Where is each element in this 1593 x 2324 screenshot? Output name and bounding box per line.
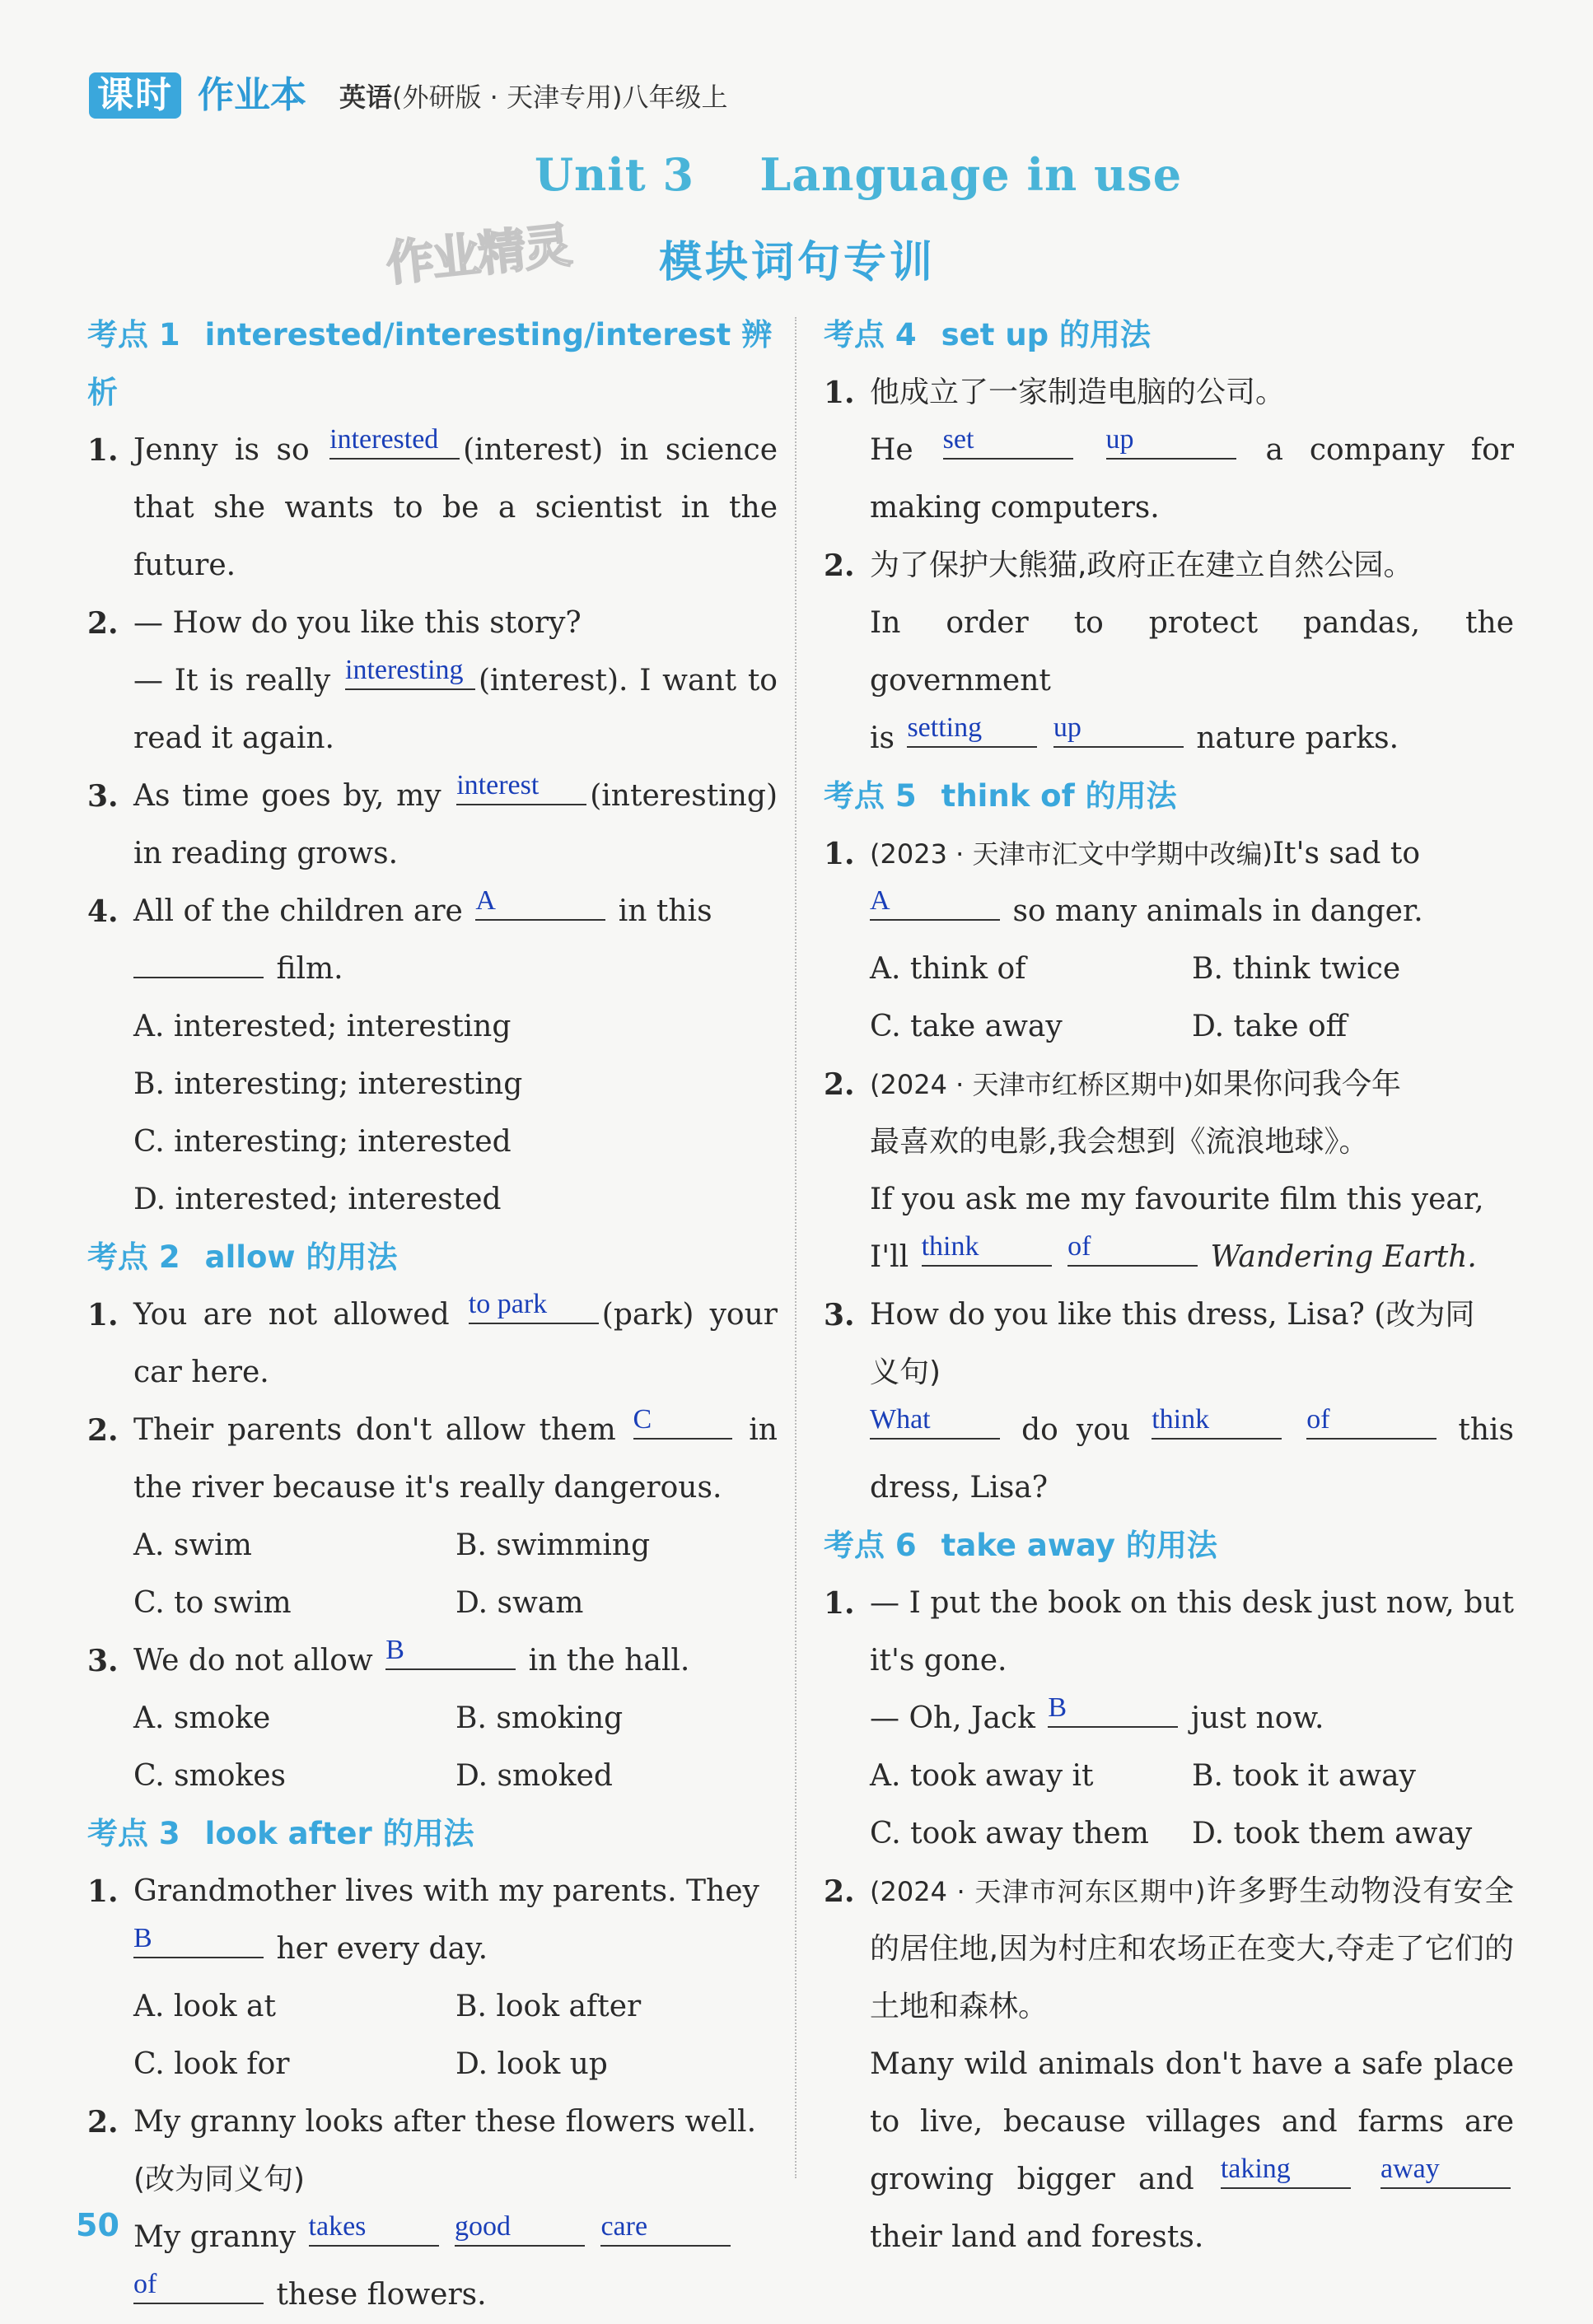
answer-blank[interactable] — [870, 1404, 1000, 1440]
answer-blank[interactable] — [329, 424, 460, 460]
answer-blank[interactable] — [1152, 1404, 1282, 1440]
options-row — [824, 940, 1514, 998]
question-text: film. — [276, 952, 343, 986]
answer: of — [1306, 1404, 1330, 1435]
question-text: My granny looks after these flowers well. — [133, 2105, 757, 2139]
question-number: 2. — [87, 606, 119, 641]
answer-blank[interactable] — [133, 947, 264, 978]
answer: takes — [308, 2211, 367, 2242]
kp3-heading — [87, 1805, 778, 1863]
answer-blank[interactable] — [475, 885, 605, 921]
answer-blank[interactable] — [1048, 1692, 1178, 1728]
question-text: bigger and — [1016, 2163, 1194, 2196]
question-text: In order to protect pandas, the government — [870, 606, 1514, 698]
kp5-q2 — [824, 1056, 1514, 1286]
option[interactable]: A. interested; interesting — [133, 1010, 512, 1043]
kp5-label: 考点 5 — [824, 778, 917, 814]
answer: setting — [907, 712, 983, 743]
answer-blank[interactable] — [468, 1289, 599, 1324]
question-number: 3. — [87, 779, 119, 814]
question-text: My granny — [133, 2220, 297, 2254]
kp5-q1 — [824, 825, 1514, 940]
answer: of — [1067, 1231, 1091, 1262]
question-text: a company for making computers. — [870, 433, 1514, 525]
question-text: — How do you like this story? — [133, 606, 582, 640]
question-text: Jenny is so — [133, 433, 310, 467]
question-number: 3. — [87, 1644, 119, 1678]
question-source: (2023 · 天津市汇文中学期中改编) — [870, 838, 1273, 870]
kp2-label: 考点 2 — [87, 1239, 180, 1275]
question-text: Many wild animals don't have a safe place to live, because villages and farms are growing — [870, 2047, 1514, 2196]
question-number: 2. — [824, 548, 855, 583]
answer-blank[interactable] — [1053, 712, 1184, 748]
answer-blank[interactable] — [133, 2269, 264, 2304]
answer: set — [942, 424, 974, 455]
option[interactable]: A. took away it — [870, 1759, 1094, 1793]
brand-logo-box: 课时 — [89, 72, 181, 119]
kp3-q1 — [87, 1863, 778, 1978]
left-column — [87, 306, 778, 2324]
edition: (外研版 · 天津专用)八年级上 — [392, 82, 728, 113]
answer: of — [133, 2269, 157, 2299]
question-text: We do not allow — [133, 1644, 373, 1678]
options-row — [87, 1575, 778, 1632]
brand-logo-text: 作业本 — [198, 74, 306, 116]
options-row — [87, 1517, 778, 1575]
question-text: If you ask me my favourite film this year, — [870, 1183, 1484, 1216]
page-number: 50 — [76, 2207, 119, 2243]
kp5-name: think of 的用法 — [941, 778, 1177, 814]
answer-blank[interactable] — [870, 885, 1000, 921]
question-chinese: 许多野生动物没有安全的居住地,因为村庄和农场正在变大,夺走了它们的土地和森林。 — [870, 1874, 1514, 2023]
question-text: (interest). I want to read it again. — [133, 664, 778, 755]
options-row — [87, 1978, 778, 2036]
question-text: Wandering Earth. — [1210, 1240, 1477, 1274]
options-row — [824, 1805, 1514, 1863]
option[interactable]: C. look for — [133, 2047, 290, 2081]
question-chinese: 为了保护大熊猫,政府正在建立自然公园。 — [870, 548, 1413, 582]
question-text: in this — [618, 894, 712, 928]
question-text: nature parks. — [1196, 721, 1399, 755]
option[interactable]: B. look after — [455, 1990, 642, 2023]
kp6-heading — [824, 1517, 1514, 1575]
question-number: 1. — [87, 433, 119, 468]
question-text: — Oh, Jack — [870, 1701, 1035, 1735]
question-number: 2. — [87, 2105, 119, 2140]
answer-blank[interactable] — [1105, 424, 1236, 460]
watermark-logo: 作业精灵 — [383, 217, 573, 292]
question-number: 2. — [87, 1413, 119, 1448]
question-text: (interesting) in reading grows. — [133, 779, 778, 870]
options-row — [824, 998, 1514, 1056]
answer: B — [1048, 1692, 1067, 1723]
question-text: (interest) in science that she wants to be a scientist in the future. — [133, 433, 778, 582]
kp2-q1 — [87, 1286, 778, 1402]
book-info — [339, 79, 728, 115]
question-number: 1. — [824, 376, 855, 410]
question-text: Their parents don't allow them — [133, 1413, 616, 1447]
answer: up — [1053, 712, 1081, 743]
answer: to park — [468, 1289, 548, 1319]
kp1-q1 — [87, 422, 778, 595]
kp1-label: 考点 1 — [87, 317, 180, 352]
kp2-q3 — [87, 1632, 778, 1690]
option[interactable]: A. swim — [133, 1528, 252, 1562]
kp3-q2 — [87, 2093, 778, 2324]
question-text: He — [870, 433, 913, 467]
option[interactable]: B. smoking — [455, 1701, 624, 1735]
question-number: 3. — [824, 1298, 855, 1332]
answer: interest — [456, 770, 540, 800]
right-column — [824, 306, 1514, 2266]
option[interactable]: D. interested; interested — [133, 1183, 502, 1216]
question-chinese: 最喜欢的电影,我会想到《流浪地球》。 — [870, 1125, 1369, 1159]
kp5-heading — [824, 768, 1514, 825]
options-row — [87, 2036, 778, 2093]
option[interactable]: D. took them away — [1192, 1817, 1473, 1850]
question-text: You are not allowed — [133, 1298, 450, 1332]
answer: What — [870, 1404, 931, 1435]
option[interactable]: B. swimming — [455, 1528, 651, 1562]
question-text: just now. — [1190, 1701, 1324, 1735]
answer: away — [1380, 2154, 1440, 2184]
answer: C — [633, 1404, 652, 1435]
answer-blank[interactable] — [633, 1404, 732, 1440]
option[interactable]: C. smokes — [133, 1759, 287, 1793]
option[interactable]: C. took away them — [870, 1817, 1149, 1850]
options-row — [87, 1748, 778, 1805]
kp4-heading — [824, 306, 1514, 364]
answer-blank[interactable] — [308, 2211, 439, 2247]
subject: 英语 — [339, 82, 393, 113]
answer-blank[interactable] — [907, 712, 1037, 748]
answer: care — [600, 2211, 648, 2242]
kp2-q2 — [87, 1402, 778, 1517]
question-text: do you — [1021, 1413, 1131, 1447]
kp3-name: look after 的用法 — [204, 1816, 474, 1851]
question-text: Grandmother lives with my parents. They — [133, 1874, 759, 1908]
question-text: — I put the book on this desk just now, but it's gone. — [870, 1586, 1514, 1678]
question-text: so many animals in danger. — [1012, 894, 1423, 928]
question-text: in the hall. — [528, 1644, 690, 1678]
question-number: 2. — [824, 1067, 855, 1102]
answer-blank[interactable] — [385, 1635, 516, 1670]
kp1-name: interested/interesting/interest 辨析 — [87, 317, 773, 410]
answer-blank[interactable] — [133, 1923, 264, 1958]
option[interactable]: A. look at — [133, 1990, 276, 2023]
kp4-name: set up 的用法 — [941, 317, 1152, 352]
kp6-name: take away 的用法 — [941, 1528, 1217, 1563]
option[interactable]: B. think twice — [1192, 952, 1401, 986]
kp4-q1 — [824, 364, 1514, 537]
kp1-q4 — [87, 883, 778, 998]
answer: B — [133, 1923, 152, 1953]
kp1-q3 — [87, 768, 778, 883]
option[interactable]: C. to swim — [133, 1586, 292, 1620]
answer: interesting — [345, 655, 464, 685]
option[interactable]: D. smoked — [455, 1759, 613, 1793]
question-text: How do you like this dress, Lisa? (改为同 — [870, 1298, 1475, 1332]
question-text: As time goes by, my — [133, 779, 441, 813]
options-row — [824, 1748, 1514, 1805]
answer: think — [921, 1231, 979, 1262]
kp4-q2 — [824, 537, 1514, 768]
question-number: 1. — [87, 1874, 119, 1909]
option[interactable]: A. think of — [870, 952, 1026, 986]
question-text: (park) your car here. — [133, 1298, 778, 1389]
answer-blank[interactable] — [942, 424, 1073, 460]
option[interactable]: D. take off — [1192, 1010, 1348, 1043]
kp6-q2 — [824, 1863, 1514, 2266]
question-text: these flowers. — [276, 2278, 487, 2312]
module-title: 模块词句专训 — [659, 238, 937, 287]
kp4-label: 考点 4 — [824, 317, 917, 352]
question-number: 1. — [87, 1298, 119, 1332]
answer-blank[interactable] — [1067, 1231, 1198, 1267]
answer-blank[interactable] — [456, 770, 586, 805]
question-instruction: 义句) — [870, 1356, 941, 1389]
column-divider — [795, 317, 796, 2178]
kp6-label: 考点 6 — [824, 1528, 917, 1563]
answer: taking — [1220, 2154, 1291, 2184]
question-text: their land and forests. — [870, 2220, 1204, 2254]
question-text: — It is really — [133, 664, 331, 698]
kp2-name: allow 的用法 — [204, 1239, 398, 1275]
answer: good — [454, 2211, 511, 2242]
answer-blank[interactable] — [1380, 2154, 1511, 2189]
option[interactable]: D. swam — [455, 1586, 584, 1620]
answer: A — [475, 885, 496, 916]
question-text: It's sad to — [1272, 837, 1421, 870]
options-row — [87, 1690, 778, 1748]
question-text: in the river because it's really dangerous. — [133, 1413, 778, 1505]
question-instruction: (改为同义句) — [133, 2163, 306, 2196]
question-source: (2024 · 天津市红桥区期中) — [870, 1069, 1194, 1100]
question-number: 4. — [87, 894, 119, 929]
question-chinese: 如果你问我今年 — [1193, 1067, 1401, 1101]
question-chinese: 他成立了一家制造电脑的公司。 — [870, 376, 1286, 409]
kp1-q2 — [87, 595, 778, 768]
option[interactable]: C. interesting; interested — [133, 1125, 512, 1159]
question-text: All of the children are — [133, 894, 463, 928]
kp6-q1 — [824, 1575, 1514, 1748]
kp1-heading — [87, 306, 778, 422]
option[interactable]: C. take away — [870, 1010, 1063, 1043]
answer-blank[interactable] — [1306, 1404, 1437, 1440]
answer-blank[interactable] — [1220, 2154, 1351, 2189]
question-number: 1. — [824, 1586, 855, 1621]
answer: B — [385, 1635, 404, 1665]
answer-blank[interactable] — [454, 2211, 585, 2247]
answer-blank[interactable] — [600, 2211, 731, 2247]
option[interactable]: B. took it away — [1192, 1759, 1416, 1793]
question-text: is — [870, 721, 895, 755]
option[interactable]: A. smoke — [133, 1701, 271, 1735]
kp2-heading — [87, 1229, 778, 1286]
question-text: this dress, Lisa? — [870, 1413, 1515, 1505]
answer: up — [1105, 424, 1134, 455]
answer: interested — [329, 424, 439, 455]
answer-blank[interactable] — [921, 1231, 1052, 1267]
question-number: 2. — [824, 1874, 855, 1909]
question-text: I'll — [870, 1240, 909, 1274]
option[interactable]: D. look up — [455, 2047, 608, 2081]
answer-blank[interactable] — [345, 655, 475, 690]
option[interactable]: B. interesting; interesting — [133, 1067, 523, 1101]
question-source: (2024 · 天津市河东区期中) — [870, 1876, 1206, 1907]
answer: A — [870, 885, 890, 916]
question-text: her every day. — [276, 1932, 488, 1966]
unit-title: Unit 3 Language in use — [534, 148, 1183, 201]
question-number: 1. — [824, 837, 855, 871]
kp5-q3 — [824, 1286, 1514, 1517]
kp3-label: 考点 3 — [87, 1816, 180, 1851]
answer: think — [1152, 1404, 1210, 1435]
